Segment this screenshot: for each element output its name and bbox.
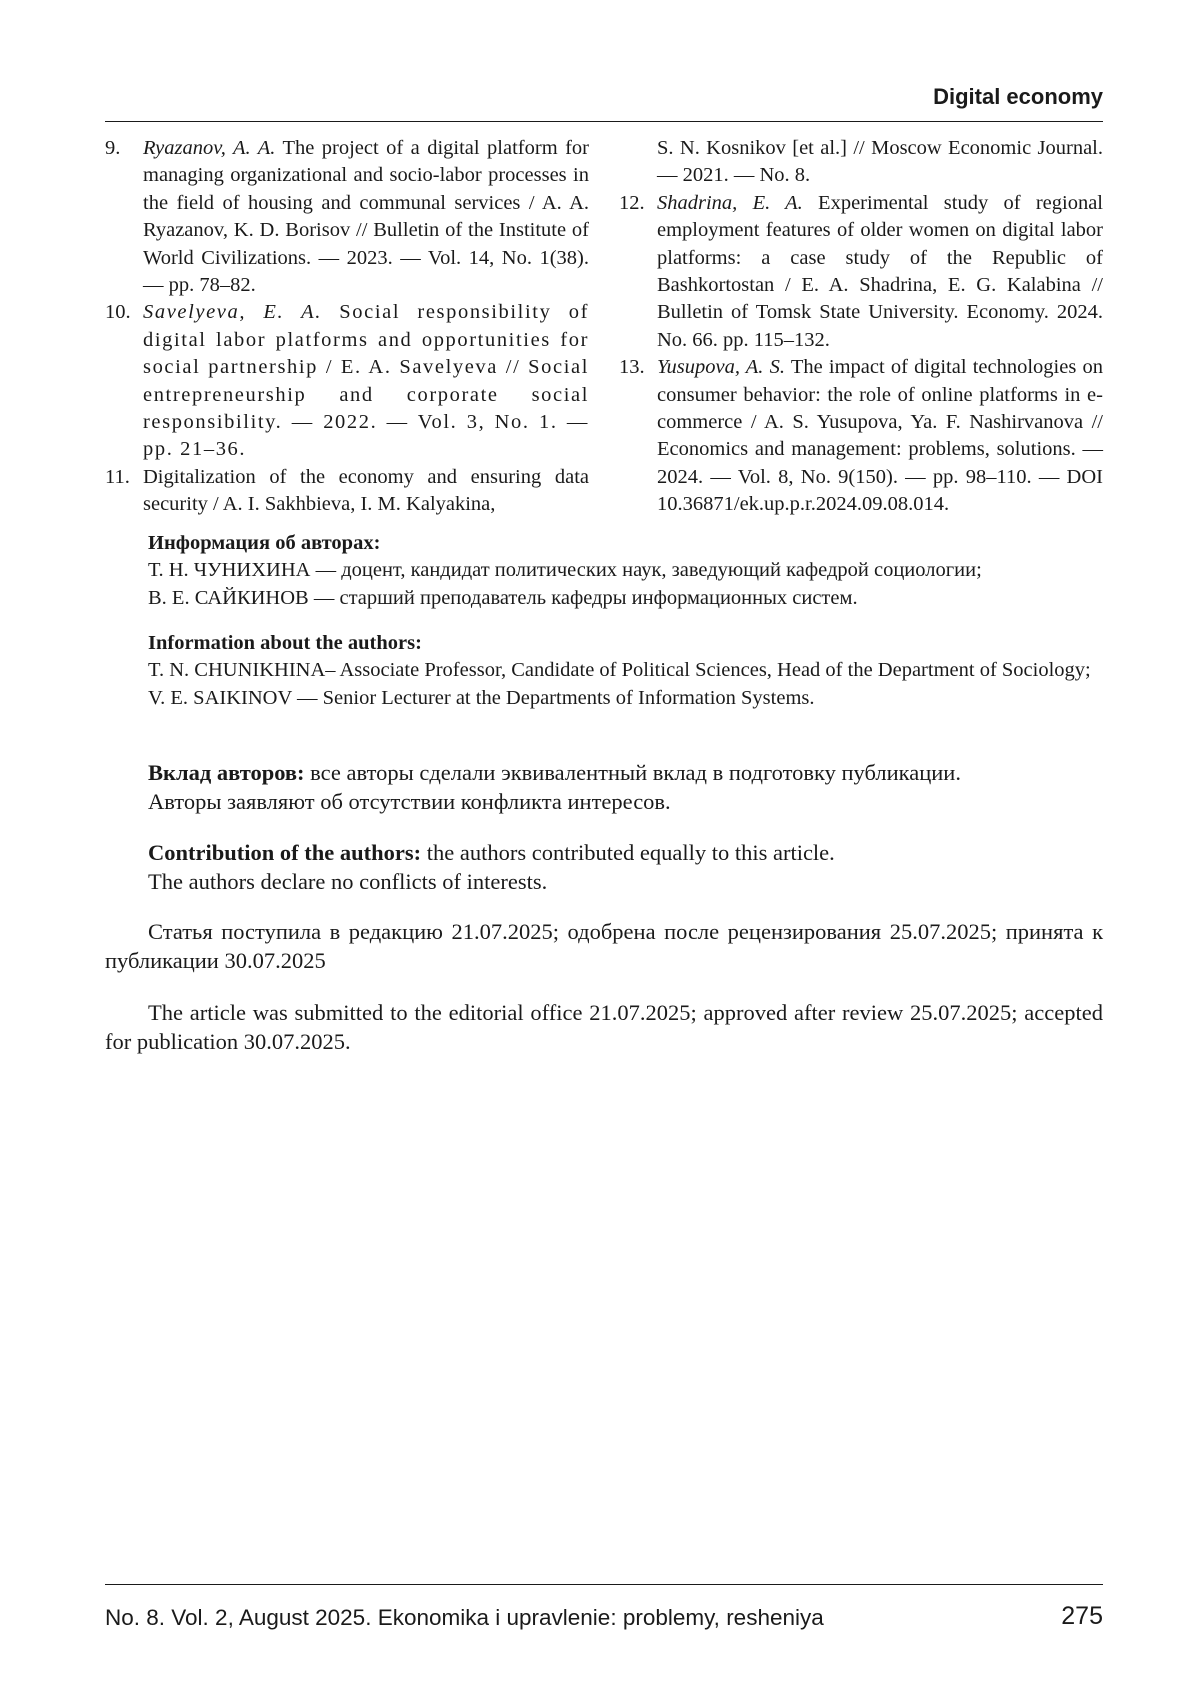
contribution-en-label: Contribution of the authors: bbox=[148, 840, 421, 865]
contribution-ru bbox=[105, 758, 1103, 816]
reference-body: S. N. Kosnikov [et al.] // Moscow Economic Journal. — 2021. — No. 8. bbox=[657, 137, 1103, 186]
authors-info-en bbox=[105, 630, 1103, 712]
reference-number: 12. bbox=[619, 190, 645, 217]
reference-author: Shadrina, E. A. bbox=[657, 192, 803, 214]
reference-item bbox=[619, 190, 1103, 354]
authors-info-ru bbox=[105, 530, 1103, 612]
page-number: 275 bbox=[1061, 1602, 1103, 1631]
reference-author: Ryazanov, A. A. bbox=[143, 137, 275, 159]
references-right-column bbox=[619, 135, 1103, 519]
reference-number: 11. bbox=[105, 464, 130, 491]
footer-rule bbox=[105, 1584, 1103, 1585]
conflict-en: The authors declare no conflicts of interests. bbox=[105, 867, 1103, 896]
reference-text bbox=[143, 137, 589, 296]
references-left-column bbox=[105, 135, 589, 519]
header-rule bbox=[105, 121, 1103, 122]
reference-body: The impact of digital technologies on consumer behavior: the role of online platforms in e-commerce / A. S. Yusupova, Ya. F. Nashirvanova // Economics and management: problems, solutions. — 2024. — Vol. 8, No. 9(150). — pp. 98–110. — DOI 10.36871/ek.up.p.r.2024.09.08.014. bbox=[657, 356, 1103, 515]
reference-item bbox=[105, 299, 589, 463]
running-header: Digital economy bbox=[933, 84, 1103, 110]
author-line: T. N. CHUNIKHINA– Associate Professor, Candidate of Political Sciences, Head of the Department of Sociology; bbox=[105, 657, 1103, 684]
reference-author: Savelyeva, E. A. bbox=[143, 301, 322, 323]
reference-body: Digitalization of the economy and ensuring data security / A. I. Sakhbieva, I. M. Kalyakina, bbox=[143, 466, 589, 515]
reference-item bbox=[619, 354, 1103, 518]
reference-number: 10. bbox=[105, 299, 131, 326]
author-line: V. E. SAIKINOV — Senior Lecturer at the Departments of Information Systems. bbox=[105, 685, 1103, 712]
contribution-ru-line bbox=[105, 758, 1103, 787]
reference-number: 9. bbox=[105, 135, 120, 162]
reference-number: 13. bbox=[619, 354, 645, 381]
reference-body: Experimental study of regional employment features of older women on digital labor platforms: a case study of the Republic of Bashkortostan / E. A. Shadrina, E. G. Kalabina // Bulletin of Tomsk State University. Economy. 2024. No. 66. pp. 115–132. bbox=[657, 192, 1103, 351]
contribution-en bbox=[105, 838, 1103, 896]
footer-journal: No. 8. Vol. 2, August 2025. Ekonomika i upravlenie: problemy, resheniya bbox=[105, 1605, 824, 1631]
reference-text bbox=[657, 356, 1103, 515]
reference-item-continued bbox=[619, 135, 1103, 190]
reference-body: The project of a digital platform for managing organizational and socio-labor processes in the field of housing and communal services / A. A. Ryazanov, K. D. Borisov // Bulletin of the Institute of World Civilizations. — 2023. — Vol. 14, No. 1(38). — pp. 78–82. bbox=[143, 137, 589, 296]
article-dates-ru: Статья поступила в редакцию 21.07.2025; одобрена после рецензирования 25.07.2025; принята к публикации 30.07.2025 bbox=[105, 917, 1103, 975]
article-dates-en: The article was submitted to the editorial office 21.07.2025; approved after review 25.07.2025; accepted for publication 30.07.2025. bbox=[105, 998, 1103, 1056]
author-line: В. Е. САЙКИНОВ — старший преподаватель кафедры информационных систем. bbox=[105, 585, 1103, 612]
reference-text bbox=[657, 192, 1103, 351]
contribution-ru-label: Вклад авторов: bbox=[148, 760, 305, 785]
authors-info-ru-heading: Информация об авторах: bbox=[105, 530, 1103, 557]
author-line: Т. Н. ЧУНИХИНА — доцент, кандидат политических наук, заведующий кафедрой социологии; bbox=[105, 557, 1103, 584]
contribution-en-text: the authors contributed equally to this article. bbox=[421, 840, 835, 865]
reference-item bbox=[105, 464, 589, 519]
reference-author: Yusupova, A. S. bbox=[657, 356, 785, 378]
reference-text bbox=[143, 301, 589, 460]
authors-info-en-heading: Information about the authors: bbox=[105, 630, 1103, 657]
conflict-ru: Авторы заявляют об отсутствии конфликта интересов. bbox=[105, 787, 1103, 816]
reference-body: Social responsibility of digital labor platforms and opportunities for social partnership / E. A. Savelyeva // Social entrepreneurship and corporate social responsibility. — 2022. — Vol. 3, No. 1. — pp. 21–36. bbox=[143, 301, 589, 460]
reference-item bbox=[105, 135, 589, 299]
contribution-en-line bbox=[105, 838, 1103, 867]
contribution-ru-text: все авторы сделали эквивалентный вклад в подготовку публикации. bbox=[305, 760, 961, 785]
